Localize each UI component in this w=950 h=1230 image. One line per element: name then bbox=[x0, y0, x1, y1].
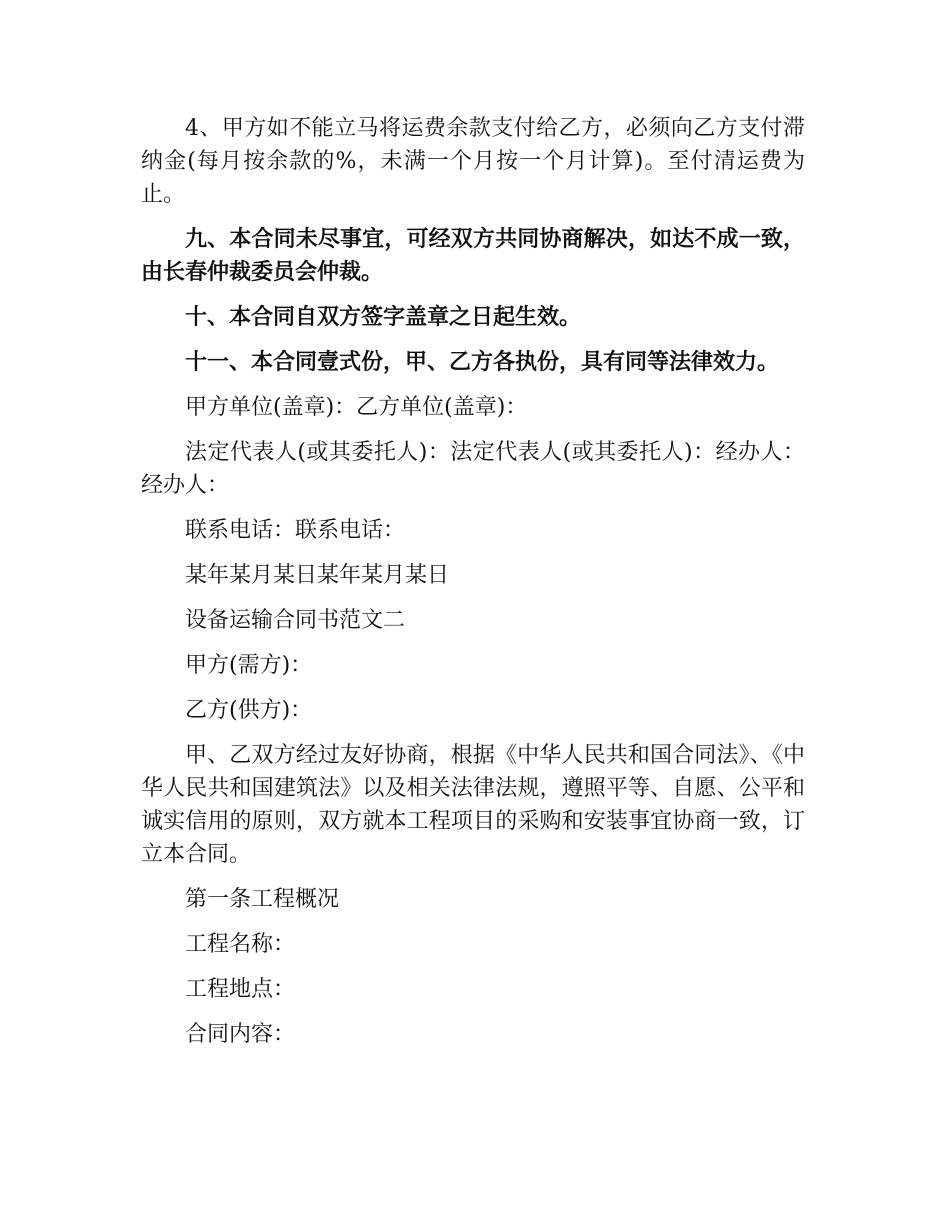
project-name-field: 工程名称： bbox=[185, 932, 296, 957]
article-1-heading: 第一条工程概况 bbox=[185, 887, 340, 912]
clause-4-late-fee: 4、甲方如不能立马将运费余款支付给乙方，必须向乙方支付滞纳金(每月按余款的%，未满一个月按一个月计算)。至付清运费为止。 bbox=[141, 116, 805, 207]
signature-phones: 联系电话：联系电话： bbox=[185, 518, 406, 543]
clause-11-copies: 十一、本合同壹式份，甲、乙方各执份，具有同等法律效力。 bbox=[185, 349, 780, 375]
section-title: 设备运输合同书范文二 bbox=[185, 608, 406, 633]
signature-dates: 某年某月某日某年某月某日 bbox=[185, 563, 450, 588]
document-page bbox=[141, 112, 805, 1063]
party-b: 乙方(供方)： bbox=[185, 698, 313, 723]
signature-units: 甲方单位(盖章)：乙方单位(盖章)： bbox=[185, 395, 528, 420]
clause-10-effective: 十、本合同自双方签字盖章之日起生效。 bbox=[185, 304, 582, 330]
clause-9-arbitration: 九、本合同未尽事宜，可经双方共同协商解决，如达不成一致，由长春仲裁委员会仲裁。 bbox=[141, 226, 805, 285]
preamble: 甲、乙双方经过友好协商，根据《中华人民共和国合同法》、《中华人民共和国建筑法》以及相关法律法规，遵照平等、自愿、公平和诚实信用的原则，双方就本工程项目的采购和安装事宜协商一致，订立本合同。 bbox=[141, 743, 805, 867]
project-location-field: 工程地点： bbox=[185, 977, 296, 1002]
party-a: 甲方(需方)： bbox=[185, 653, 313, 678]
contract-content-field: 合同内容： bbox=[185, 1022, 296, 1047]
signature-representatives: 法定代表人(或其委托人)：法定代表人(或其委托人)：经办人：经办人： bbox=[141, 440, 805, 498]
